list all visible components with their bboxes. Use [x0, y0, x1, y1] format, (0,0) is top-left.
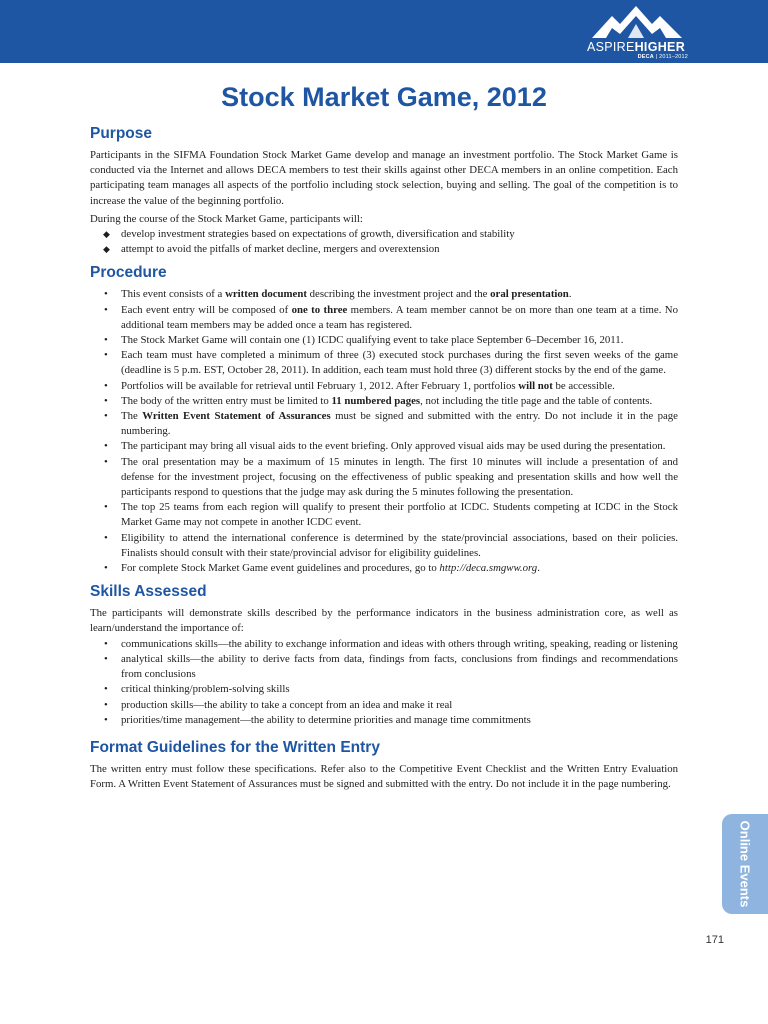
procedure-list [90, 287, 678, 576]
list-item: • The top 25 teams from each region will qualify to present their portfolio at ICDC. Students competing at ICDC in the Stock Market Game may not compete in another ICDC event. [90, 500, 678, 530]
skills-heading: Skills Assessed [90, 583, 207, 601]
tab-label: Online Events [737, 820, 753, 908]
list-item: ◆ develop investment strategies based on expectations of growth, diversification and stability [90, 227, 678, 242]
list-item: • priorities/time management—the ability to determine priorities and manage time commitments [90, 713, 678, 728]
list-item: • The oral presentation may be a maximum of 15 minutes in length. The first 10 minutes will include a presentation of and defense for the investment project, focusing on the effectiveness of public speaking and presentation skills and how well the participants respond to questions that the judge may ask during the 5 minutes following the presentation. [90, 455, 678, 501]
list-item: • The Stock Market Game will contain one (1) ICDC qualifying event to take place September 6–December 16, 2011. [90, 333, 678, 348]
procedure-heading: Procedure [90, 264, 167, 282]
document-body [90, 124, 678, 795]
list-item: ◆ attempt to avoid the pitfalls of market decline, mergers and overextension [90, 242, 678, 257]
list-item: • Eligibility to attend the international conference is determined by the state/provincial associations, based on their policies. Finalists should consult with their state/provincial advisor for eligibility guidelines. [90, 531, 678, 561]
smg-link[interactable]: http://deca.smgww.org [439, 562, 538, 575]
page-title: Stock Market Game, 2012 [221, 82, 547, 112]
page-number: 171 [705, 934, 724, 946]
purpose-heading: Purpose [90, 125, 153, 142]
list-item: • analytical skills—the ability to derive facts from data, findings from facts, conclusions from findings and recommendations from conclusions [90, 652, 678, 682]
skills-list [90, 637, 678, 728]
list-item: • The body of the written entry must be limited to 11 numbered pages, not including the title page and the table of contents. [90, 394, 678, 409]
list-item: • critical thinking/problem-solving skills [90, 682, 678, 697]
format-heading: Format Guidelines for the Written Entry [90, 738, 380, 756]
list-item: • The participant may bring all visual aids to the event briefing. Only approved visual aids may be used during the presentation. [90, 439, 678, 454]
format-paragraph: The written entry must follow these specifications. Refer also to the Competitive Event Checklist and the Written Entry Evaluation Form. A Written Event Statement of Assurances must be signed and submitted with the entry. Do not include it in the page numbering. [90, 762, 678, 791]
purpose-paragraph: Participants in the SIFMA Foundation Stock Market Game develop and manage an investment portfolio. The Stock Market Game is conducted via the Internet and allows DECA members to test their skills against other DECA members in an online competition. Each participating team manages all aspects of the portfolio including stock selection, buying and selling. The goal of the competition is to increase the value of the beginning portfolio. [90, 149, 678, 207]
logo-wordmark: ASPIREHIGHER [586, 40, 686, 54]
logo-subtitle: DECA | 2011–2012 [637, 54, 688, 60]
mountain-peaks-icon [592, 2, 682, 38]
list-item: • For complete Stock Market Game event guidelines and procedures, go to http://deca.smgww.org. [90, 561, 678, 576]
list-item: • Each event entry will be composed of one to three members. A team member cannot be on more than one team at a time. No additional team members may be added once a team has registered. [90, 303, 678, 333]
purpose-intro: During the course of the Stock Market Game, participants will: [90, 212, 363, 225]
list-item: • production skills—the ability to take a concept from an idea and make it real [90, 698, 678, 713]
purpose-list [90, 227, 678, 257]
list-item: • communications skills—the ability to exchange information and ideas with others through writing, speaking, reading or listening [90, 637, 678, 652]
list-item: • The Written Event Statement of Assurances must be signed and submitted with the entry. Do not include it in the page numbering. [90, 409, 678, 439]
list-item: • Each team must have completed a minimum of three (3) executed stock purchases during the first seven weeks of the game (deadline is 5 p.m. EST, October 28, 2011). In addition, each team must hold three (3) different stocks by the end of the game. [90, 348, 678, 378]
list-item: • Portfolios will be available for retrieval until February 1, 2012. After February 1, portfolios will not be accessible. [90, 379, 678, 394]
online-events-tab [722, 814, 768, 914]
list-item: • This event consists of a written document describing the investment project and the oral presentation. [90, 287, 678, 302]
aspire-higher-logo [578, 2, 698, 62]
skills-paragraph: The participants will demonstrate skills described by the performance indicators in the business administration core, as well as learn/understand the importance of: [90, 607, 678, 635]
